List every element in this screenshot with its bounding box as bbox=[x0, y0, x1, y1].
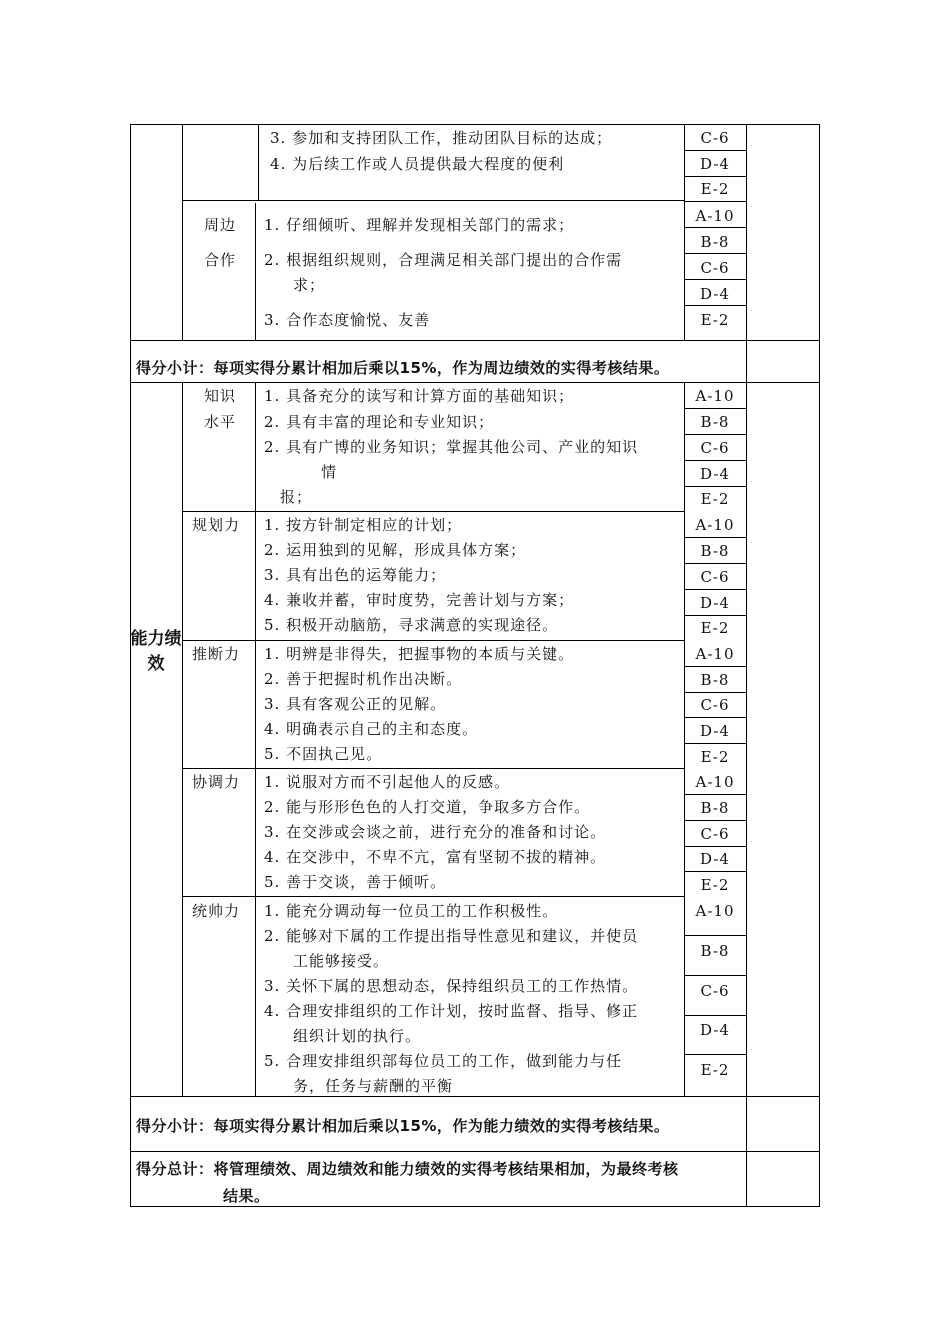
grade-d: D-4 bbox=[700, 1021, 730, 1039]
grade-c: C-6 bbox=[700, 982, 730, 1000]
grade-b: B-8 bbox=[700, 542, 730, 560]
grade-a: A-10 bbox=[695, 902, 735, 920]
criterion-item: 4. 合理安排组织的工作计划，按时监督、指导、修正 bbox=[264, 1002, 639, 1020]
total-line: 结果。 bbox=[223, 1187, 270, 1205]
grade-e: E-2 bbox=[700, 1061, 730, 1079]
grade-b: B-8 bbox=[700, 233, 730, 251]
criterion-item: 工能够接受。 bbox=[293, 952, 390, 970]
grade-c: C-6 bbox=[700, 259, 730, 277]
criterion-item: 3. 关怀下属的思想动态，保持组织员工的工作热情。 bbox=[264, 977, 639, 995]
criterion-item: 求； bbox=[293, 276, 326, 294]
grade-e: E-2 bbox=[700, 619, 730, 637]
criterion-item: 情 bbox=[321, 463, 338, 481]
grade-c: C-6 bbox=[700, 439, 730, 457]
criterion-item: 3. 参加和支持团队工作，推动团队目标的达成； bbox=[270, 129, 613, 147]
section-name-judgement: 推断力 bbox=[192, 645, 241, 663]
grade-d: D-4 bbox=[700, 722, 730, 740]
grade-e: E-2 bbox=[700, 311, 730, 329]
grade-b: B-8 bbox=[700, 799, 730, 817]
criterion-item: 2. 运用独到的见解，形成具体方案； bbox=[264, 541, 527, 559]
grade-c: C-6 bbox=[700, 129, 730, 147]
section-name-coordination: 协调力 bbox=[192, 773, 241, 791]
criterion-item: 3. 具有出色的运筹能力； bbox=[264, 566, 447, 584]
criterion-item: 报； bbox=[280, 488, 313, 506]
criterion-item: 2. 具有丰富的理论和专业知识； bbox=[264, 413, 495, 431]
criterion-item: 5. 善于交谈，善于倾听。 bbox=[264, 873, 447, 891]
grade-c: C-6 bbox=[700, 825, 730, 843]
section-name-peripheral: 周边 bbox=[204, 216, 237, 234]
category-ability: 能力绩效 bbox=[130, 629, 182, 674]
grade-d: D-4 bbox=[700, 155, 730, 173]
criterion-item: 3. 具有客观公正的见解。 bbox=[264, 695, 447, 713]
criterion-item: 3. 在交涉或会谈之前，进行充分的准备和讨论。 bbox=[264, 823, 607, 841]
grade-d: D-4 bbox=[700, 594, 730, 612]
grade-e: E-2 bbox=[700, 876, 730, 894]
grade-e: E-2 bbox=[700, 748, 730, 766]
grade-b: B-8 bbox=[700, 413, 730, 431]
criterion-item: 1. 说服对方而不引起他人的反感。 bbox=[264, 773, 511, 791]
section-name-knowledge: 水平 bbox=[204, 413, 237, 431]
grade-a: A-10 bbox=[695, 773, 735, 791]
criterion-item: 2. 能与形形色色的人打交道，争取多方合作。 bbox=[264, 798, 591, 816]
criterion-item: 3. 合作态度愉悦、友善 bbox=[264, 311, 431, 329]
criterion-item: 4. 明确表示自己的主和态度。 bbox=[264, 720, 479, 738]
section-name-knowledge: 知识 bbox=[204, 387, 237, 405]
criterion-item: 组织计划的执行。 bbox=[293, 1027, 422, 1045]
grade-e: E-2 bbox=[700, 490, 730, 508]
criterion-item: 1. 具备充分的读写和计算方面的基础知识； bbox=[264, 387, 575, 405]
criterion-item: 4. 兼收并蓄，审时度势，完善计划与方案； bbox=[264, 591, 575, 609]
grade-e: E-2 bbox=[700, 180, 730, 198]
criterion-item: 4. 为后续工作或人员提供最大程度的便利 bbox=[270, 155, 565, 173]
section-name-planning: 规划力 bbox=[192, 516, 241, 534]
subtotal-ability: 得分小计：每项实得分累计相加后乘以15%，作为能力绩效的实得考核结果。 bbox=[136, 1117, 670, 1135]
grade-d: D-4 bbox=[700, 285, 730, 303]
criterion-item: 1. 按方针制定相应的计划； bbox=[264, 516, 463, 534]
criterion-item: 1. 明辨是非得失，把握事物的本质与关键。 bbox=[264, 645, 575, 663]
criterion-item: 5. 积极开动脑筋，寻求满意的实现途径。 bbox=[264, 616, 559, 634]
grade-a: A-10 bbox=[695, 516, 735, 534]
criterion-item: 2. 具有广博的业务知识；掌握其他公司、产业的知识 bbox=[264, 438, 639, 456]
grade-a: A-10 bbox=[695, 387, 735, 405]
criterion-item: 5. 不固执己见。 bbox=[264, 745, 383, 763]
criterion-item: 1. 能充分调动每一位员工的工作积极性。 bbox=[264, 902, 559, 920]
criterion-item: 4. 在交涉中，不卑不亢，富有坚韧不拔的精神。 bbox=[264, 848, 607, 866]
section-name-peripheral: 合作 bbox=[204, 251, 237, 269]
grade-d: D-4 bbox=[700, 850, 730, 868]
criterion-item: 2. 根据组织规则，合理满足相关部门提出的合作需 bbox=[264, 251, 623, 269]
grade-c: C-6 bbox=[700, 568, 730, 586]
criterion-item: 2. 能够对下属的工作提出指导性意见和建议，并使员 bbox=[264, 927, 639, 945]
section-name-leadership: 统帅力 bbox=[192, 902, 241, 920]
grade-c: C-6 bbox=[700, 696, 730, 714]
grade-b: B-8 bbox=[700, 942, 730, 960]
subtotal-peripheral: 得分小计：每项实得分累计相加后乘以15%，作为周边绩效的实得考核结果。 bbox=[136, 359, 670, 377]
grade-d: D-4 bbox=[700, 465, 730, 483]
total-line: 得分总计：将管理绩效、周边绩效和能力绩效的实得考核结果相加，为最终考核 bbox=[136, 1160, 679, 1178]
grade-a: A-10 bbox=[695, 645, 735, 663]
grade-a: A-10 bbox=[695, 207, 735, 225]
grade-b: B-8 bbox=[700, 671, 730, 689]
criterion-item: 2. 善于把握时机作出决断。 bbox=[264, 670, 463, 688]
criterion-item: 务，任务与薪酬的平衡 bbox=[293, 1077, 454, 1095]
criterion-item: 1. 仔细倾听、理解并发现相关部门的需求； bbox=[264, 216, 575, 234]
criterion-item: 5. 合理安排组织部每位员工的工作，做到能力与任 bbox=[264, 1052, 623, 1070]
